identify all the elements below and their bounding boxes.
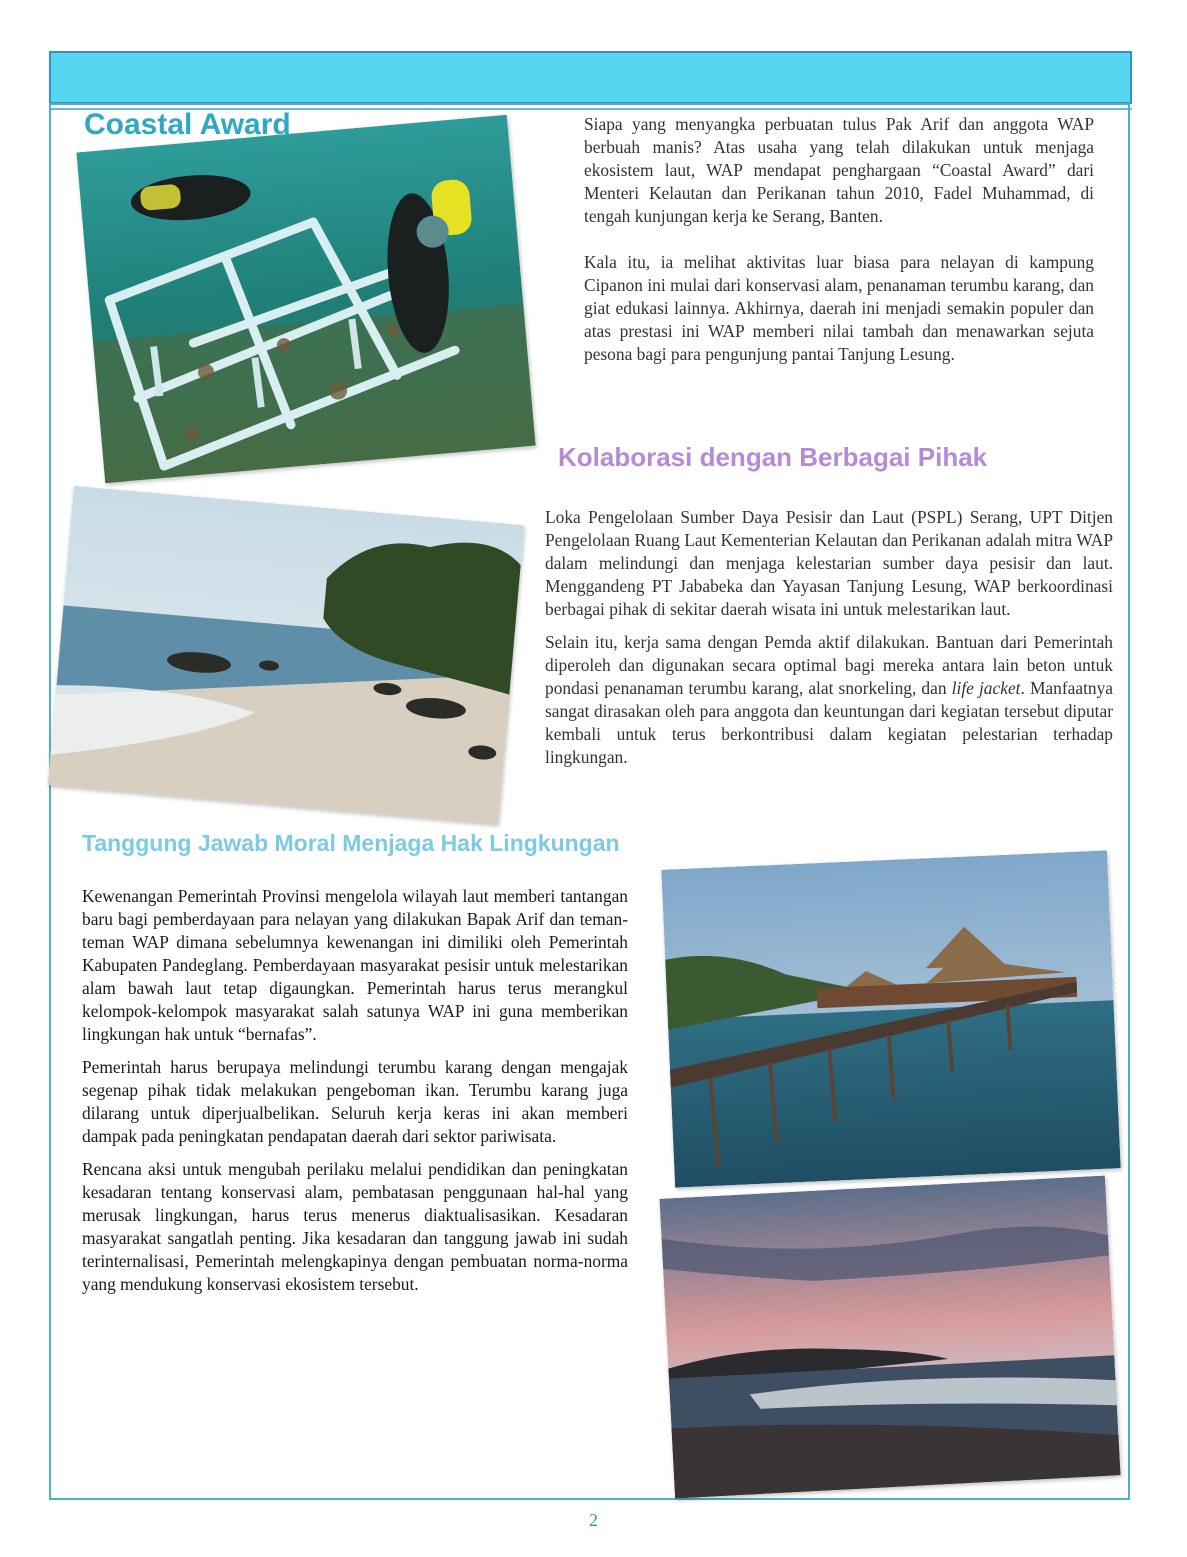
kolaborasi-p2-start: Selain itu, kerja sama dengan Pemda aktif dilakukan. Bantuan dari Pemerintah diperoleh dan digunakan secara optimal bagi mereka antara lain beton untuk pondasi penanaman terumbu karang, alat snorkeling, dan	[545, 632, 1113, 698]
kolaborasi-text	[545, 506, 1113, 779]
kolaborasi-paragraph-1: Loka Pengelolaan Sumber Daya Pesisir dan Laut (PSPL) Serang, UPT Ditjen Pengelolaan Ruang Laut Kementerian Kelautan dan Perikanan adalah mitra WAP dalam melindungi dan menjaga kelestarian sumber daya pesisir dan laut. Menggandeng PT Jababeka dan Yayasan Tanjung Lesung, WAP berkoordinasi berbagai pihak di sekitar daerah wisata ini untuk melestarikan laut.	[545, 507, 1113, 619]
page-number: 2	[589, 1510, 598, 1530]
tanggung-paragraph-2: Pemerintah harus berupaya melindungi terumbu karang dengan mengajak segenap pihak tidak melakukan pengeboman ikan. Terumbu karang juga dilarang untuk diperjualbelikan. Seluruh kerja keras ini akan memberi dampak pada peningkatan pendapatan daerah dari sektor pariwisata.	[82, 1057, 628, 1146]
tanggung-jawab-heading: Tanggung Jawab Moral Menjaga Hak Lingkungan	[82, 830, 620, 856]
coastal-award-heading: Coastal Award	[84, 108, 291, 141]
coastal-paragraph-1: Siapa yang menyangka perbuatan tulus Pak Arif dan anggota WAP berbuah manis? Atas usaha yang telah dilakukan untuk menjaga ekosistem laut, WAP mendapat penghargaan “Coastal Award” dari Menteri Kelautan dan Perikanan tahun 2010, Fadel Muhammad, di tengah kunjungan kerja ke Serang, Banten.	[584, 114, 1094, 226]
header-banner	[49, 51, 1132, 104]
tanggung-jawab-text	[82, 885, 628, 1306]
kolaborasi-p2-end: . Manfaatnya sangat dirasakan oleh para anggota dan keuntungan dari kegiatan tersebut diputar kembali untuk terus berkontribusi dalam kegiatan pelestarian terhadap lingkungan.	[545, 678, 1114, 767]
kolaborasi-paragraph-2	[545, 631, 1113, 769]
tanggung-paragraph-3: Rencana aksi untuk mengubah perilaku melalui pendidikan dan peningkatan kesadaran tentang konservasi alam, pembatasan penggunaan hal-hal yang merusak lingkungan, harus terus menerus diaktualisasikan. Kesadaran masyarakat sangatlah penting. Jika kesadaran dan tanggung jawab ini sudah terinternalisasi, Pemerintah melengkapinya dengan pembuatan norma-norma yang mendukung konservasi ekosistem tersebut.	[82, 1159, 628, 1294]
tanggung-paragraph-1: Kewenangan Pemerintah Provinsi mengelola wilayah laut memberi tantangan baru bagi pemberdayaan para nelayan yang dilakukan Bapak Arif dan teman-teman WAP dimana sebelumnya kewenangan ini dimiliki oleh Pemerintah Kabupaten Pandeglang. Pemberdayaan masyarakat pesisir untuk melestarikan alam bawah laut tetap digaungkan. Pemerintah harus terus merangkul kelompok-kelompok masyarakat salah satunya WAP ini guna memberikan lingkungan hak untuk “bernafas”.	[82, 886, 628, 1044]
coastal-award-text	[584, 113, 1094, 389]
life-jacket-term: life jacket	[951, 678, 1021, 698]
coral-divers-photo	[76, 115, 535, 483]
sunset-beach-photo	[659, 1176, 1120, 1499]
beach-rocks-photo	[48, 486, 524, 824]
coastal-paragraph-2: Kala itu, ia melihat aktivitas luar biasa para nelayan di kampung Cipanon ini mulai dari konservasi alam, penanaman terumbu karang, dan giat edukasi lainnya. Akhirnya, daerah ini menjadi semakin populer dan atas prestasi ini WAP memberi nilai tambah dan menawarkan sejuta pesona bagi para pengunjung pantai Tanjung Lesung.	[584, 252, 1094, 364]
kolaborasi-heading: Kolaborasi dengan Berbagai Pihak	[558, 442, 988, 472]
pier-resort-photo	[661, 850, 1120, 1187]
